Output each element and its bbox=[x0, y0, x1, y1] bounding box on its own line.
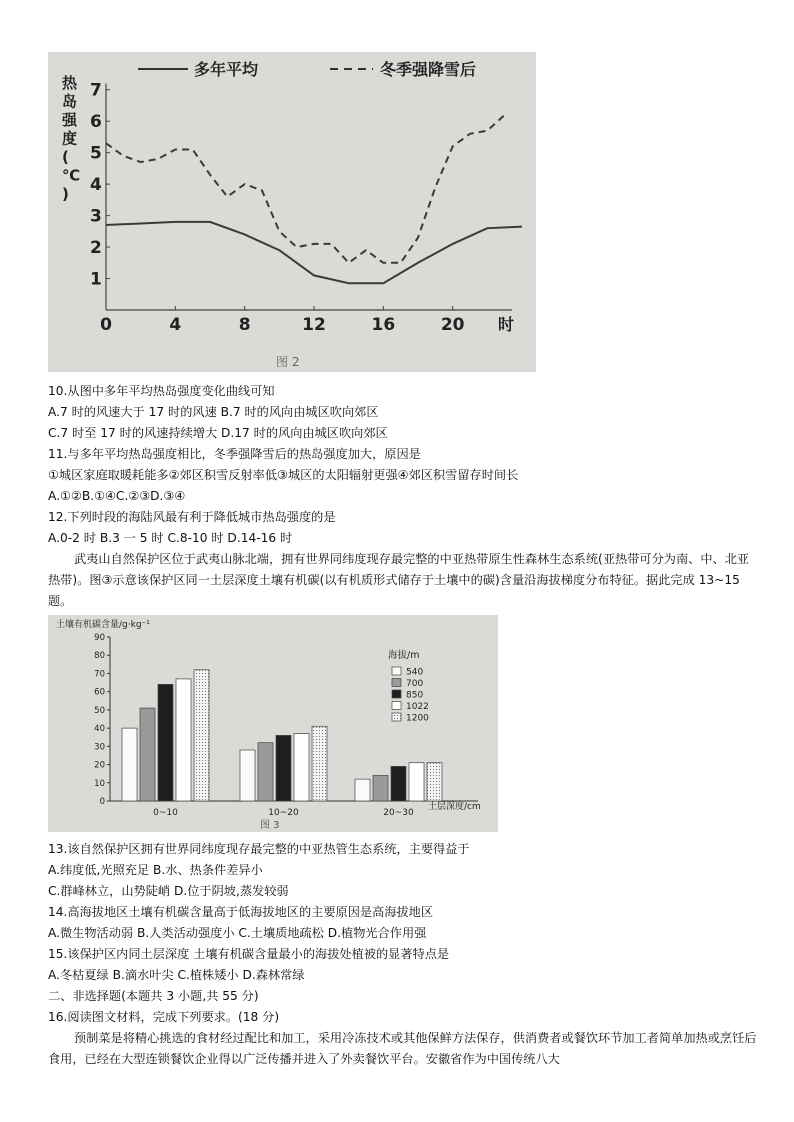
y-axis-label: 土壤有机碳含量/g·kg⁻¹ bbox=[56, 620, 150, 630]
legend-title: 海拔/m bbox=[388, 650, 420, 661]
y-tick-label: 60 bbox=[94, 687, 105, 698]
q11-items: ①城区家庭取暖耗能多②郊区积雪反射率低③城区的太阳辐射更强④郊区积雪留存时间长 bbox=[48, 468, 519, 482]
x-tick-label: 16 bbox=[371, 315, 396, 335]
q13-options-cd: C.群峰林立，山势陡峭 D.位于阴坡,蒸发较弱 bbox=[48, 884, 289, 898]
y-label-char: 度 bbox=[62, 129, 78, 148]
figure-2-caption: 图 2 bbox=[276, 355, 300, 369]
x-axis-label: 土层深度/cm bbox=[428, 802, 481, 812]
q16-passage: 预制菜是将精心挑选的食材经过配比和加工，采用冷冻技术或其他保鲜方法保存，供消费者或餐饮环节加工者简单加热或烹饪后食用，已经在大型连锁餐饮企业得以广泛传播并进入了外卖餐饮平台。安徽省作为中国传统八大 bbox=[48, 1031, 757, 1066]
bar-10~20-850 bbox=[276, 735, 291, 801]
figure-2-line-chart bbox=[48, 52, 536, 372]
bars bbox=[122, 667, 442, 801]
q15-options: A.冬枯夏绿 B.滴水叶尖 C.植株矮小 D.森林常绿 bbox=[48, 968, 305, 982]
y-axis-label bbox=[61, 74, 80, 203]
series-after-heavy-snow bbox=[106, 115, 505, 263]
y-label-char: 岛 bbox=[62, 92, 78, 111]
legend-label-1200: 1200 bbox=[406, 713, 429, 724]
q10-options-cd: C.7 时至 17 时的风速持续增大 D.17 时的风向由城区吹向郊区 bbox=[48, 426, 388, 440]
q13-options-ab: A.纬度低,光照充足 B.水、热条件差异小 bbox=[48, 863, 263, 877]
bar-20~30-1022 bbox=[409, 763, 424, 801]
figure-3-caption: 图 3 bbox=[260, 820, 280, 831]
bar-20~30-540 bbox=[355, 779, 370, 801]
y-tick-label: 30 bbox=[94, 742, 105, 753]
legend-label-850: 850 bbox=[406, 690, 424, 701]
legend-snow-label: 冬季强降雪后 bbox=[380, 60, 477, 79]
x-tick-label: 4 bbox=[169, 315, 182, 335]
x-tick-labels bbox=[153, 808, 414, 818]
y-label-char: 强 bbox=[62, 111, 78, 129]
legend-swatch-540 bbox=[392, 667, 401, 675]
y-tick-label: 20 bbox=[94, 760, 105, 771]
x-axis-unit: 时 bbox=[498, 315, 515, 334]
series-lines bbox=[106, 115, 522, 283]
q16-stem: 16.阅读图文材料，完成下列要求。(18 分) bbox=[48, 1010, 280, 1024]
q12-stem: 12.下列时段的海陆风最有利于降低城市热岛强度的是 bbox=[48, 510, 336, 524]
y-label-char: 热 bbox=[62, 74, 78, 92]
y-tick-label: 40 bbox=[94, 724, 105, 735]
y-tick-label: 0 bbox=[99, 797, 105, 807]
y-tick-label: 5 bbox=[90, 143, 102, 164]
bar-20~30-700 bbox=[373, 775, 388, 801]
legend-swatch-1200 bbox=[392, 713, 401, 721]
y-tick-label: 3 bbox=[90, 206, 102, 227]
legend bbox=[388, 649, 429, 724]
q14-options: A.微生物活动弱 B.人类活动强度小 C.土壤质地疏松 D.植物光合作用强 bbox=[48, 926, 427, 940]
x-tick-label: 0 bbox=[100, 315, 112, 335]
q12-options: A.0-2 时 B.3 一 5 时 C.8-10 时 D.14-16 时 bbox=[48, 531, 293, 545]
legend-avg-label: 多年平均 bbox=[194, 60, 259, 79]
bar-0~10-1200 bbox=[194, 670, 209, 801]
x-tick-label: 20 bbox=[440, 315, 465, 335]
q11-stem: 11.与多年平均热岛强度相比，冬季强降雪后的热岛强度加大，原因是 bbox=[48, 447, 421, 461]
y-tick-label: 1 bbox=[90, 269, 102, 290]
y-tick-label: 6 bbox=[90, 112, 102, 133]
figure-3-bar-chart bbox=[48, 615, 498, 832]
bar-10~20-700 bbox=[258, 743, 273, 801]
q15-stem: 15.该保护区内同土层深度 土壤有机碳含量最小的海拔处植被的显著特点是 bbox=[48, 947, 450, 961]
y-tick-label: 80 bbox=[94, 651, 105, 662]
x-tick-label: 20~30 bbox=[383, 808, 414, 818]
q11-options: A.①②B.①④C.②③D.③④ bbox=[48, 489, 186, 503]
y-tick-label: 50 bbox=[94, 705, 105, 716]
q10-options-ab: A.7 时的风速大于 17 时的风速 B.7 时的风向由城区吹向郊区 bbox=[48, 405, 379, 419]
y-tick-label: 4 bbox=[90, 175, 102, 196]
q14-stem: 14.高海拔地区土壤有机碳含量高于低海拔地区的主要原因是高海拔地区 bbox=[48, 905, 434, 919]
x-tick-labels bbox=[100, 315, 465, 335]
legend bbox=[138, 60, 476, 79]
bar-10~20-1200 bbox=[312, 726, 327, 801]
legend-swatch-850 bbox=[392, 690, 401, 698]
legend-label-1022: 1022 bbox=[406, 702, 429, 712]
bar-0~10-540 bbox=[122, 728, 137, 801]
passage-wuyishan: 武夷山自然保护区位于武夷山脉北端，拥有世界同纬度现存最完整的中亚热带原生性森林生态系统(亚热带可分为南、中、北亚热带)。图③示意该保护区同一土层深度土壤有机碳(以有机质形式储存于土壤中的碳)含量沿海拔梯度分布特征。据此完成 13~15 题。 bbox=[48, 552, 750, 608]
y-label-char: ( bbox=[62, 148, 69, 166]
y-tick-label: 70 bbox=[94, 669, 105, 680]
legend-label-540: 540 bbox=[406, 667, 424, 678]
axes bbox=[106, 83, 512, 310]
y-tick-labels bbox=[90, 81, 102, 290]
legend-label-700: 700 bbox=[406, 679, 424, 689]
bar-20~30-1200 bbox=[427, 763, 442, 801]
y-label-char: ) bbox=[62, 185, 69, 203]
bar-10~20-1022 bbox=[294, 734, 309, 801]
y-tick-label: 7 bbox=[90, 80, 102, 101]
legend-swatch-700 bbox=[392, 679, 401, 687]
bar-0~10-700 bbox=[140, 708, 155, 801]
bar-10~20-540 bbox=[240, 750, 255, 801]
bar-0~10-850 bbox=[158, 684, 173, 801]
y-label-char: ℃ bbox=[62, 166, 81, 185]
figure-2-svg bbox=[48, 52, 536, 372]
x-tick-label: 0~10 bbox=[153, 808, 178, 818]
x-tick-label: 10~20 bbox=[268, 808, 299, 818]
series-multi-year-average bbox=[106, 222, 522, 283]
section-2-heading: 二、非选择题(本题共 3 小题,共 55 分) bbox=[48, 989, 259, 1003]
bar-0~10-1022 bbox=[176, 679, 191, 801]
y-tick-label: 10 bbox=[94, 778, 105, 789]
y-tick-label: 2 bbox=[90, 238, 102, 259]
x-tick-label: 12 bbox=[302, 315, 326, 335]
q10-stem: 10.从图中多年平均热岛强度变化曲线可知 bbox=[48, 384, 275, 398]
bar-20~30-850 bbox=[391, 766, 406, 801]
x-tick-label: 8 bbox=[238, 315, 251, 335]
y-tick-label: 90 bbox=[94, 633, 105, 643]
legend-swatch-1022 bbox=[392, 702, 401, 710]
figure-3-svg bbox=[48, 615, 498, 832]
y-tick-labels bbox=[94, 633, 105, 807]
q13-stem: 13.该自然保护区拥有世界同纬度现存最完整的中亚热管生态系统，主要得益于 bbox=[48, 842, 470, 856]
